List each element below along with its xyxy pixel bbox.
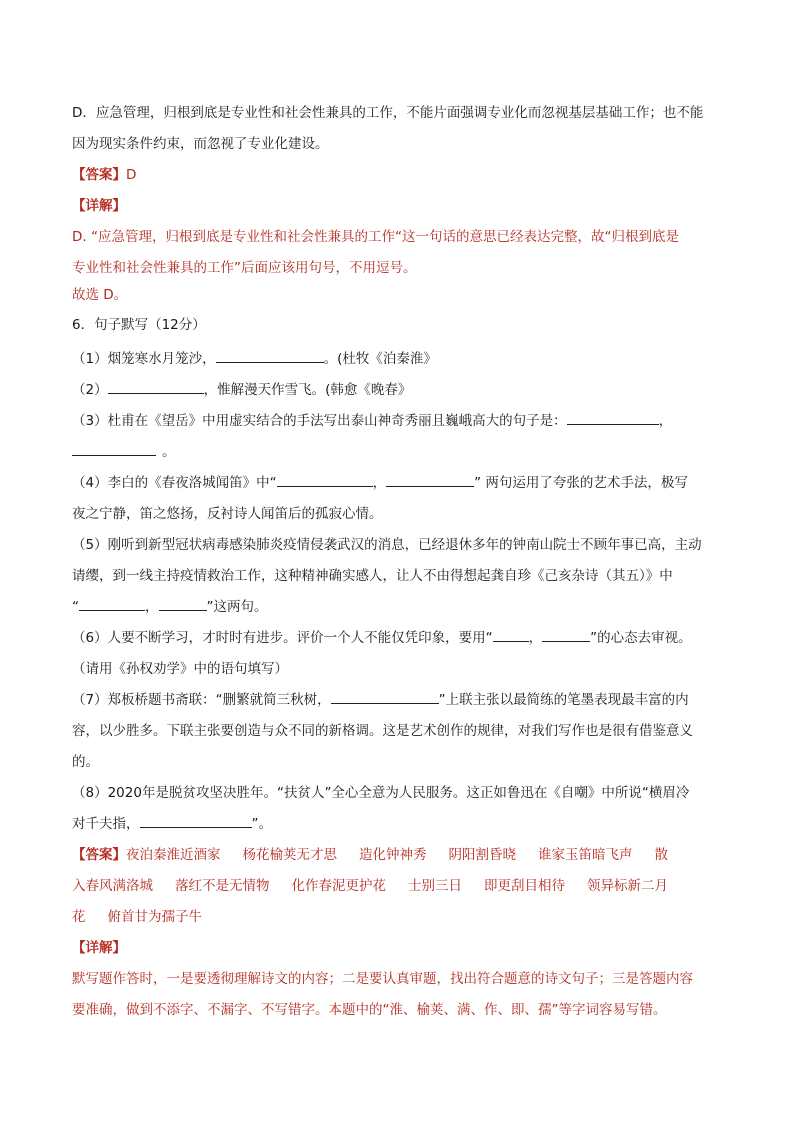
fill-blank [159,596,207,611]
q6-item-8-line-2 [72,809,732,840]
fill-blank [493,627,529,642]
item-text: 。(杜牧《泊秦淮》 [323,351,437,367]
answer-value: D [126,167,137,183]
fill-blank [108,379,204,394]
q5-detail-heading [72,191,732,222]
q6-item-3-cont [72,437,732,468]
answer-item: 落红不是无情物 [175,878,270,894]
answer-item: 即更刮目相待 [484,878,565,894]
item-text: ”上联主张以最简练的笔墨表现最丰富的内 [438,692,689,708]
fill-blank [331,689,439,704]
q6-item-6-line-2: （请用《孙权劝学》中的语句填写） [72,661,288,677]
q6-item-4-line-2: 夜之宁静，笛之悠扬，反衬诗人闻笛后的孤寂心情。 [72,506,383,522]
option-d-line-2: 因为现实条件约束，而忽视了专业化建设。 [72,136,329,152]
answer-tag: 【答案】 [72,847,126,863]
q6-item-7-line-3: 的。 [72,754,99,770]
fill-blank [72,441,156,456]
answer-item: 阴阳割昏晓 [448,847,516,863]
detail-tag: 【详解】 [72,940,126,956]
q6-detail-heading [72,933,732,964]
item-text: ， [658,413,673,429]
answer-item: 化作春泥更护花 [291,878,386,894]
q5-answer [72,160,732,191]
answer-item: 散 [654,847,668,863]
q6-answers-line-1 [72,840,732,871]
item-text: 。 [162,444,176,460]
answer-item: 杨花榆荚无才思 [242,847,337,863]
answer-item: 谁家玉笛暗飞声 [538,847,633,863]
item-text: （1）烟笼寒水月笼沙， [72,351,216,367]
q6-item-5-line-3 [72,592,732,623]
answer-item: 领异标新二月 [587,878,668,894]
item-text: 对千夫指， [72,816,140,832]
item-text: （4）李白的《春夜洛城闻笛》中“ [72,475,277,491]
q6-item-8-line-1: （8）2020年是脱贫攻坚决胜年。“扶贫人”全心全意为人民服务。这正如鲁迅在《自嘲》中所说“横眉冷 [72,785,690,801]
q6-detail-line-2: 要准确，做到不添字、不漏字、不写错字。本题中的“淮、榆荚、满、作、即、孺”等字词容易写错。 [72,1002,667,1018]
item-text: ， [145,599,159,615]
item-text: ”这两句。 [206,599,268,615]
answer-item: 俯首甘为孺子牛 [107,909,202,925]
item-text: （7）郑板桥题书斋联：“删繁就简三秋树， [72,692,331,708]
item-text: ”的心态去审视。 [590,630,692,646]
item-text: “ [72,599,79,615]
q5-detail-line-2: 专业性和社会性兼具的工作”后面应该用句号，不用逗号。 [72,260,417,276]
q6-item-1 [72,344,732,375]
q6-title: 6．句子默写（12分） [72,317,206,333]
q6-item-6 [72,623,732,654]
q5-conclusion: 故选 D。 [72,287,128,303]
item-text: ， [528,630,543,646]
answer-item: 夜泊秦淮近酒家 [126,847,221,863]
item-text: ， [372,475,387,491]
q6-item-5-line-2: 请缨，到一线主持疫情救治工作，这种精神确实感人，让人不由得想起龚自珍《己亥杂诗（其五）》中 [72,568,673,584]
q6-item-2 [72,375,732,406]
q6-detail-line-1: 默写题作答时，一是要透彻理解诗文的内容；二是要认真审题，找出符合题意的诗文句子；三是答题内容 [72,971,693,987]
item-text: ” 两句运用了夸张的艺术手法，极写 [474,475,688,491]
q6-item-7-line-2: 容，以少胜多。下联主张要创造与众不同的新格调。这是艺术创作的规律，对我们写作也是很有借鉴意义 [72,723,693,739]
fill-blank [542,627,590,642]
q6-answers-line-2 [72,871,732,902]
document-page [72,98,732,1026]
item-text: （3）杜甫在《望岳》中用虚实结合的手法写出泰山神奇秀丽且巍峨高大的句子是： [72,413,567,429]
fill-blank [216,348,324,363]
fill-blank [567,410,659,425]
answer-item: 士别三日 [408,878,462,894]
fill-blank [79,596,145,611]
q6-item-4 [72,468,732,499]
option-d-line-1: D．应急管理，归根到底是专业性和社会性兼具的工作，不能片面强调专业化而忽视基层基础工作；也不能 [72,105,704,121]
fill-blank [277,472,373,487]
answer-tag: 【答案】 [72,167,126,183]
item-text: （6）人要不断学习，才时时有进步。评价一个人不能仅凭印象，要用“ [72,630,493,646]
answer-item: 入春风满洛城 [72,878,153,894]
item-text: （2） [72,382,108,398]
q6-item-3 [72,406,732,437]
fill-blank [386,472,474,487]
q6-answers-line-3 [72,902,732,933]
q6-item-7 [72,685,732,716]
answer-item: 造化钟神秀 [359,847,427,863]
answer-item: 花 [72,909,86,925]
q6-item-5-line-1: （5）刚听到新型冠状病毒感染肺炎疫情侵袭武汉的消息，已经退休多年的钟南山院士不顾年事已高，主动 [72,537,702,553]
item-text: ，惟解漫天作雪飞。(韩愈《晚春》 [203,382,412,398]
q5-detail-line-1: D. “应急管理，归根到底是专业性和社会性兼具的工作“这一句话的意思已经表达完整，故“归根到底是 [72,229,679,245]
item-text: ”。 [251,816,272,832]
fill-blank [140,813,252,828]
detail-tag: 【详解】 [72,198,126,214]
